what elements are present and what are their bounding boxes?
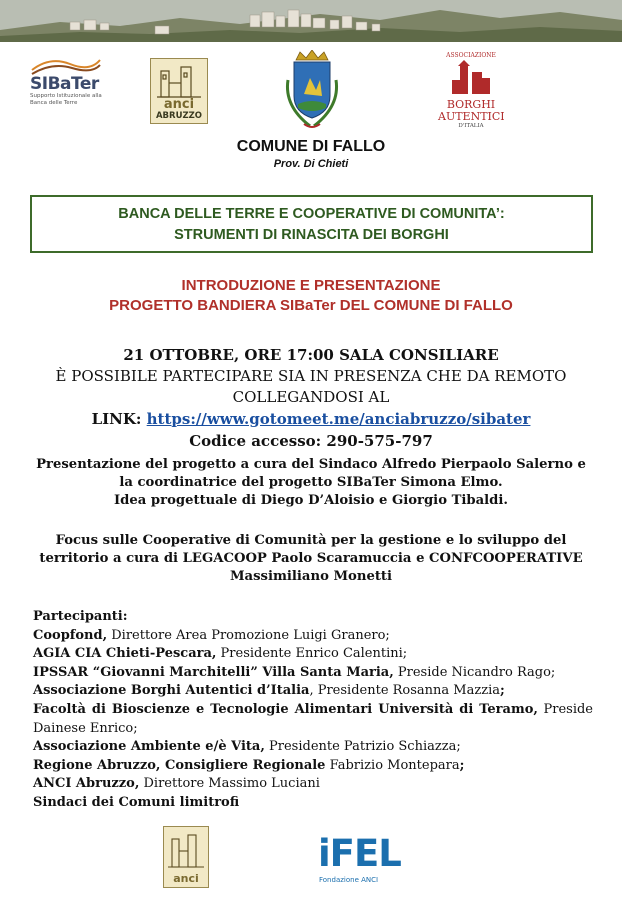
ifel-sub: Fondazione ANCI <box>319 876 379 884</box>
borghi-autentici-logo <box>438 52 504 134</box>
ifel-logo <box>318 832 401 890</box>
event-link-label: LINK: <box>91 410 147 428</box>
header-banner-image <box>0 0 622 42</box>
sibater-tagline: Supporto Istituzionale alla Banca delle Terre <box>30 93 102 106</box>
event-access-code: Codice accesso: 290-575-797 <box>189 432 433 450</box>
ifel-name: iFEL <box>318 832 401 875</box>
headline-line-2: STRUMENTI DI RINASCITA DEI BORGHI <box>174 227 449 243</box>
event-participation-2: COLLEGANDOSI AL <box>232 388 390 406</box>
intro-line-1: INTRODUZIONE E PRESENTAZIONE <box>181 277 441 294</box>
participants-heading: Partecipanti: <box>33 609 128 624</box>
anci-top-name: anci <box>163 97 195 112</box>
borghi-country: D'ITALIA <box>458 123 484 129</box>
headline-box <box>30 195 593 253</box>
anci-abruzzo-logo <box>150 58 208 124</box>
list-item: Facoltà di Bioscienze e Tecnologie Alimentari Università di Teramo, Preside Dainese Enrico; <box>33 701 593 736</box>
presentation-line-3: Idea progettuale di Diego D’Aloisio e Giorgio Tibaldi. <box>114 493 508 508</box>
list-item: AGIA CIA Chieti-Pescara, Presidente Enrico Calentini; <box>33 646 408 662</box>
sibater-name: SIBaTer <box>30 74 99 94</box>
list-item: ANCI Abruzzo, Direttore Massimo Luciani <box>33 776 320 792</box>
list-item: Regione Abruzzo, Consigliere Regionale Fabrizio Montepara; <box>33 757 465 773</box>
presentation-paragraph <box>30 456 592 510</box>
focus-line-3: Massimiliano Monetti <box>229 569 393 584</box>
meeting-link[interactable]: https://www.gotomeet.me/anciabruzzo/sibater <box>146 410 531 428</box>
intro-heading <box>0 276 622 316</box>
headline-line-1: BANCA DELLE TERRE E COOPERATIVE DI COMUNITA’: <box>118 206 505 222</box>
event-participation-1: È POSSIBILE PARTECIPARE SIA IN PRESENZA CHE DA REMOTO <box>55 367 567 385</box>
list-item: Sindaci dei Comuni limitrofi <box>33 794 240 810</box>
presentation-line-1: Presentazione del progetto a cura del Sindaco Alfredo Pierpaolo Salerno e <box>36 457 586 472</box>
list-item: Coopfond, Direttore Area Promozione Luigi Granero; <box>33 627 390 643</box>
list-item: Associazione Ambiente e/è Vita, Presidente Patrizio Schiazza; <box>33 739 461 755</box>
borghi-assoc: ASSOCIAZIONE <box>446 52 496 59</box>
comune-provincia: Prov. Di Chieti <box>273 158 349 170</box>
focus-line-2: territorio a cura di LEGACOOP Paolo Scaramuccia e CONFCOOPERATIVE <box>39 551 583 566</box>
comune-crest-icon <box>282 50 342 132</box>
borghi-name2: AUTENTICI <box>438 110 505 123</box>
borghi-name1: BORGHI <box>446 98 496 111</box>
list-item: IPSSAR “Giovanni Marchitelli” Villa Santa Maria, Preside Nicandro Rago; <box>33 664 556 680</box>
focus-paragraph <box>30 532 592 586</box>
participants-list <box>33 608 593 813</box>
event-link-row <box>0 409 622 429</box>
anci-top-region: ABRUZZO <box>155 111 203 121</box>
anci-bottom-name: anci <box>173 872 199 885</box>
comune-title: COMUNE DI FALLO <box>236 138 386 155</box>
sibater-logo <box>30 52 102 110</box>
event-date-place: 21 OTTOBRE, ORE 17:00 SALA CONSILIARE <box>123 346 499 364</box>
presentation-line-2: la coordinatrice del progetto SIBaTer Simona Elmo. <box>119 475 503 490</box>
anci-logo-bottom <box>163 826 209 888</box>
intro-line-2: PROGETTO BANDIERA SIBaTer DEL COMUNE DI FALLO <box>109 297 513 314</box>
focus-line-1: Focus sulle Cooperative di Comunità per la gestione e lo sviluppo del <box>55 533 567 548</box>
list-item: Associazione Borghi Autentici d’Italia, Presidente Rosanna Mazzia; <box>33 683 505 699</box>
